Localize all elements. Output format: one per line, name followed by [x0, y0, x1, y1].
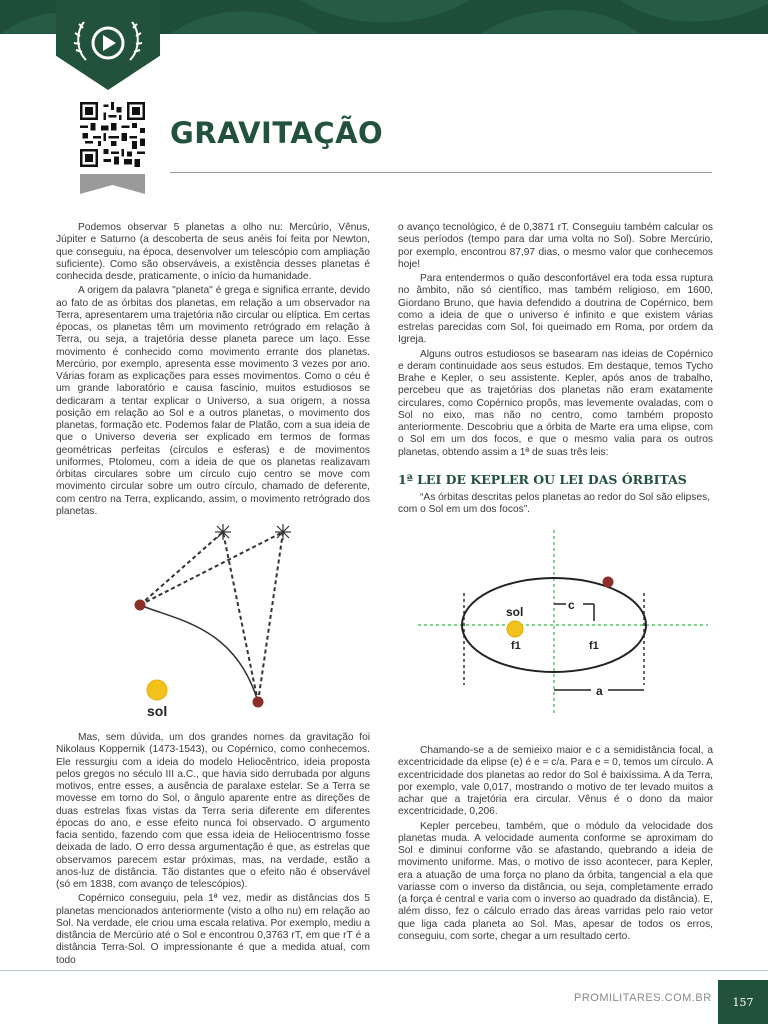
paragraph: Mas, sem dúvida, um dos grandes nomes da gravitação foi Nikolaus Koppernik (1473-1543), ou Copérnico, como conhecemos. Ele ressurgiu com a ideia do modelo Heliocêntrico, ideia proposta pelos gregos no século III a.C., que havia sido derrubada por alguns motivos, entre esses, a ausência de paralaxe estelar. Se a Terra se movesse em torno do Sol, o ângulo aparente entre as direções de duas estrelas fixas vistas da Terra seria diferente em diferentes épocas do ano, e esse efeito nunca foi observado. O argumento facia sentido, fazendo com que essa ideia de Heliocentrismo fosse deixada de lado. O erro dessa argumentação é que, as estrelas que observamos parecem estar próximas, mas, na verdade, estão a anos-luz de distância. Tão distantes que o efeito não é observável (só em 1838, com avanço de telescópios). [56, 732, 370, 890]
planet-dot [253, 697, 264, 708]
qr-code-icon[interactable] [80, 102, 145, 167]
paragraph: Chamando-se a de semieixo maior e c a semidistância focal, a excentricidade da elipse (e) é e = c/a. Para e = 0, temos um círculo. A excentricidade dos planetas ao redor do Sol é baixíssima. A da Terra, por exemplo, vale 0,017, mostrando o motivo de ter levado muitos a achar que a trajetória era circular. Vênus é o dono da maior excentricidade, 0,206. [398, 745, 713, 818]
ellipse-figure [418, 525, 708, 715]
focus-label: f1 [589, 640, 599, 652]
page-number: 157 [718, 980, 768, 1024]
right-column-top [398, 222, 713, 461]
sun-label: sol [506, 605, 524, 619]
star-icon [215, 524, 231, 540]
paragraph: Podemos observar 5 planetas a olho nu: Mercúrio, Vênus, Júpiter e Saturno (a descoberta de seus anéis foi feita por Newton, que conseguiu, na época, desenvolver um telescópio com ampliação suficiente). Como são observáveis, a existência desses planetas é conhecida desde, praticamente, o início da humanidade. [56, 222, 370, 282]
focus-label: f1 [511, 640, 521, 652]
paragraph: Kepler percebeu, também, que o módulo da velocidade dos planetas muda. A velocidade aumenta conforme se aproximam do Sol e diminui conforme vão se afastando, quebrando a ideia de movimento uniforme. Mas, o motivo de isso acontecer, para Kepler, era a atuação de uma força no plano da órbita, tangencial a ela que variasse com o inverso da distância, ou seja, completamente errado (a força é central e varia com o inverso ao quadrado da distância). E, além disso, fez o cálculo errado das áreas varridas pelo raio vetor que liga cada planeta ao Sol. Mas, apesar de todos os erros, conseguiu, com sorte, chegar a um resultado certo. [398, 820, 713, 942]
a-label: a [596, 684, 603, 698]
footer-divider [0, 970, 768, 971]
paragraph: A origem da palavra "planeta" é grega e significa errante, devido ao fato de as órbitas dos planetas, em relação a um observador na Terra, apresentarem uma trajetória não circular ou elíptica. Em certas épocas, os planetas têm um movimento retrógrado em relação à Terra, ou seja, a trajetória desse planeta parece um laço. Esse movimento é conhecido como movimento errante dos planetas. Mercúrio, por exemplo, apresenta esse movimento 3 vezes por ano. Várias foram as explicações para esses movimentos. Como o céu é um grande laboratório e causa fascínio, muitos estudiosos se dedicaram a tentar explicar o Universo, a sua origem, a nossa posição em relação ao Sol e a outros planetas, o movimento dos planetas, formação etc. Podemos falar de Platão, com a sua ideia de que o Universo deveria ser explicado em termos de formas geométricas perfeitas (círculos e esferas) e de movimentos uniformes, Ptolomeu, com a ideia de que os planetas realizavam órbitas circulares sobre um círculo cujo centro se move com movimento circular sobre um outro círculo, chamado de deferente, com centro na Terra, explicando, assim, o movimento retrógrado dos planetas. [56, 285, 370, 517]
sun-icon [507, 621, 523, 637]
left-column-bottom [56, 732, 370, 969]
play-icon [93, 28, 123, 58]
sun-icon [147, 680, 167, 700]
title-divider [170, 172, 712, 173]
footer-site: PROMILITARES.COM.BR [574, 992, 712, 1004]
section-title: 1ª LEI DE KEPLER OU LEI DAS ÓRBITAS [398, 472, 687, 487]
sun-label: sol [147, 703, 168, 719]
page-title: GRAVITAÇÃO [170, 116, 384, 150]
paragraph: o avanço tecnológico, é de 0,3871 rT. Conseguiu também calcular os seus períodos (tempo para dar uma volta no Sol). Sobre Mercúrio, por exemplo, encontrou 87,97 dias, o mesmo valor que conhecemos hoje! [398, 222, 713, 270]
planet-dot [135, 600, 146, 611]
c-label: c [568, 598, 575, 612]
right-column-bottom [398, 745, 713, 945]
quote-text: “As órbitas descritas pelos planetas ao redor do Sol são elipses, com o Sol em um dos focos”. [398, 492, 710, 516]
paragraph: Para entendermos o quão desconfortável era toda essa ruptura no âmbito, não só científico, mas também religioso, em 1600, Giordano Bruno, que havia defendido a doutrina de Copérnico, bem como a ideia de que o universo é infinito e que existem várias estrelas parecidas com Sol, foi queimado em Roma, por ordem da Igreja. [398, 273, 713, 346]
retrograde-figure [120, 515, 310, 725]
star-icon [275, 524, 291, 540]
qr-ribbon [80, 174, 145, 194]
planet-dot [603, 577, 614, 588]
kepler-quote [398, 492, 713, 517]
left-column-top [56, 222, 370, 520]
paragraph: Alguns outros estudiosos se basearam nas ideias de Copérnico e deram continuidade aos seus estudos. Em destaque, temos Tycho Brahe e Kepler, o seu assistente. Kepler, após anos de trabalho, percebeu que as trajetórias dos planetas não eram exatamente circulares, como Copérnico propôs, mas levemente ovaladas, com o Sol no eixo, mas não no centro, como também proposto anteriormente. Descobriu que a órbita de Marte era uma elipse, com o Sol em um dos focos, e que o mesmo valia para os outros planetas, obtendo assim a 1ª de suas três leis: [398, 348, 713, 458]
video-badge[interactable] [56, 0, 160, 90]
paragraph: Copérnico conseguiu, pela 1ª vez, medir as distâncias dos 5 planetas mencionados anteriormente (visto a olho nu) em relação ao Sol. Na verdade, ele criou uma escala relativa. Por exemplo, mediu a distância de Mercúrio até o Sol e encontrou 0,3763 rT, em que rT é a distância Terra-Sol. O impressionante é que a medida atual, com todo [56, 893, 370, 966]
